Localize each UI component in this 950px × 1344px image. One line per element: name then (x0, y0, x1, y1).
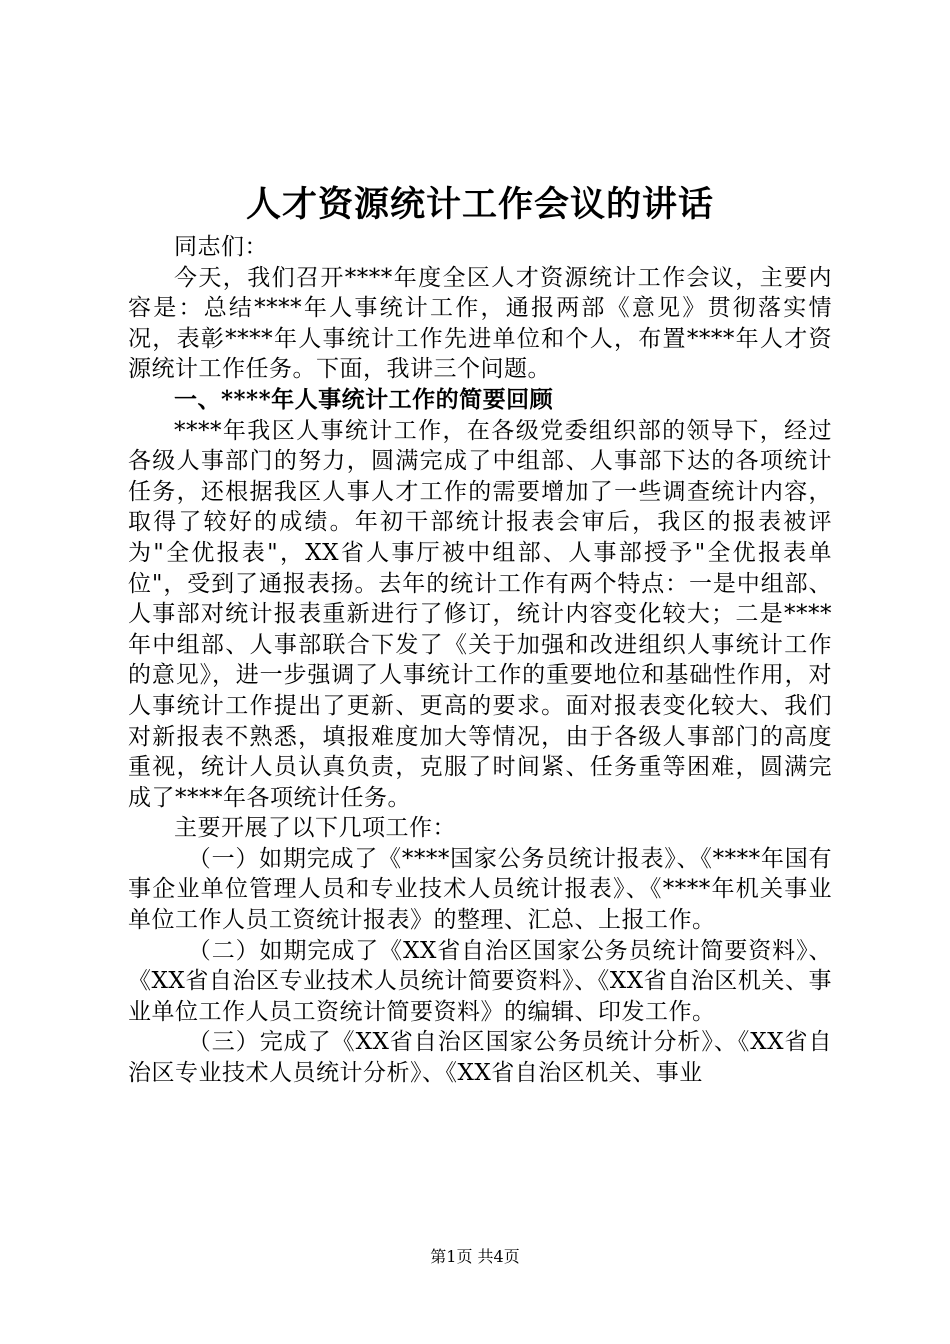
document-title: 人才资源统计工作会议的讲话 (245, 184, 714, 225)
work-item-3: （三）完成了《XX省自治区国家公务员统计分析》、《XX省自治区专业技术人员统计分析》、《XX省自治区机关、事业 (128, 1029, 832, 1087)
section-heading: 一、****年人事统计工作的简要回顾 (174, 385, 554, 413)
work-item-1: （一）如期完成了《****国家公务员统计报表》、《****年国有事企业单位管理人员和专业技术人员统计报表》、《****年机关事业单位工作人员工资统计报表》的整理、汇总、上报工作。 (128, 845, 832, 934)
work-item-2: （二）如期完成了《XX省自治区国家公务员统计简要资料》、《XX省自治区专业技术人员统计简要资料》、《XX省自治区机关、事业单位工作人员工资统计简要资料》的编辑、印发工作。 (128, 937, 832, 1025)
work-intro-paragraph: 主要开展了以下几项工作： (174, 815, 456, 842)
intro-paragraph: 今天，我们召开****年度全区人才资源统计工作会议，主要内容是：总结****年人事统计工作，通报两部《意见》贯彻落实情况，表彰****年人事统计工作先进单位和个人，布置****年人才资源统计工作任务。下面，我讲三个问题。 (128, 264, 832, 383)
salutation: 同志们： (174, 234, 268, 260)
document-page (128, 180, 832, 1089)
page-footer: 第1页 共4页 (430, 1247, 520, 1266)
review-paragraph: ****年我区人事统计工作，在各级党委组织部的领导下，经过各级人事部门的努力，圆满完成了中组部、人事部下达的各项统计任务，还根据我区人事人才工作的需要增加了一些调查统计内容，取得了较好的成绩。年初干部统计报表会审后，我区的报表被评为"全优报表"，XX省人事厅被中组部、人事部授予"全优报表单位"，受到了通报表扬。去年的统计工作有两个特点：一是中组部、人事部对统计报表重新进行了修订，统计内容变化较大；二是****年中组部、人事部联合下发了《关于加强和改进组织人事统计工作的意见》，进一步强调了人事统计工作的重要地位和基础性作用，对人事统计工作提出了更新、更高的要求。面对报表变化较大、我们对新报表不熟悉，填报难度加大等情况，由于各级人事部门的高度重视，统计人员认真负责，克服了时间紧、任务重等困难，圆满完成了****年各项统计任务。 (128, 417, 832, 811)
